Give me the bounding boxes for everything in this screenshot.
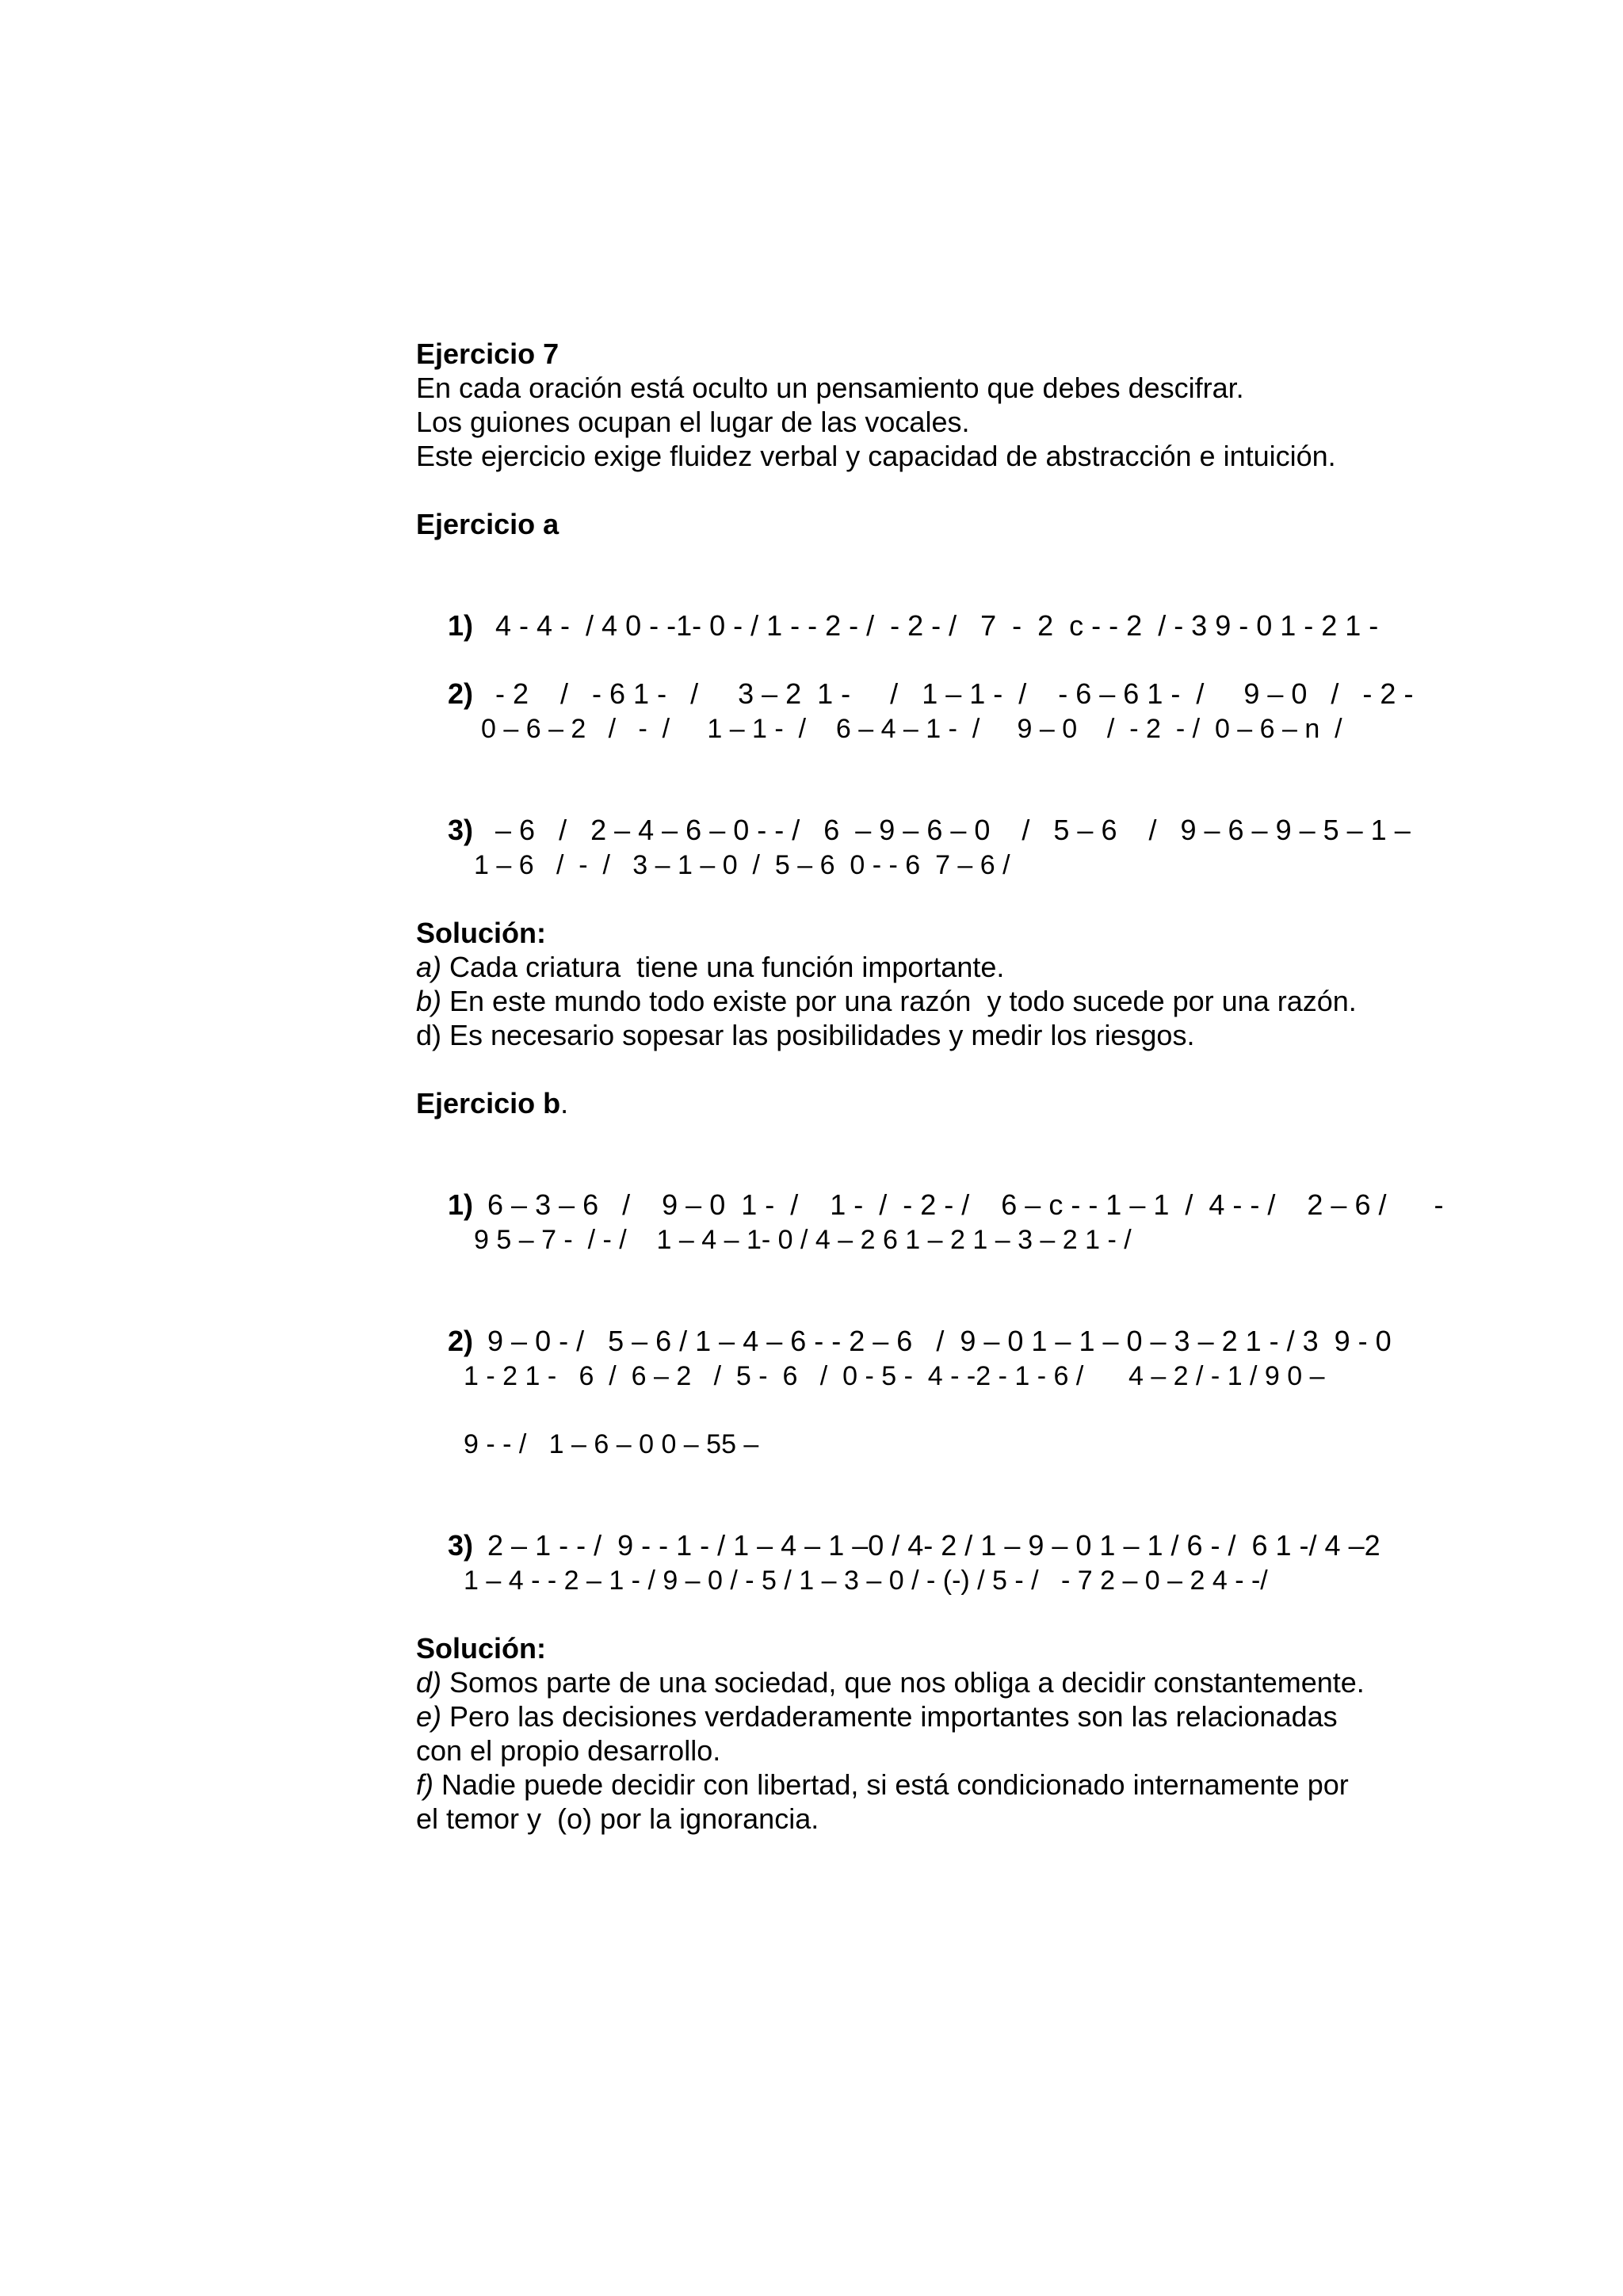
code-line: 6 – 3 – 6 / 9 – 0 1 - / 1 - / - 2 - / 6 – c - - 1 – 1 / 4 - - / 2 – 6 / - — [487, 1188, 1444, 1221]
intro-line: Los guiones ocupan el lugar de las vocales. — [416, 406, 970, 438]
solution-line: con el propio desarrollo. — [416, 1734, 721, 1767]
code-line: 9 5 – 7 - / - / 1 – 4 – 1- 0 / 4 – 2 6 1 – 2 1 – 3 – 2 1 - / — [474, 1225, 1132, 1255]
solution-line: el temor y (o) por la ignorancia. — [416, 1802, 819, 1835]
code-line: – 6 / 2 – 4 – 6 – 0 - - / 6 – 9 – 6 – 0 / 5 – 6 / 9 – 6 – 9 – 5 – 1 – — [495, 814, 1411, 846]
item-number: 1) — [448, 1188, 474, 1221]
section-heading-text: Ejercicio b — [416, 1087, 561, 1119]
solution-letter: b) — [416, 985, 442, 1017]
code-line: 1 - 2 1 - 6 / 6 – 2 / 5 - 6 / 0 - 5 - 4 - -2 - 1 - 6 / 4 – 2 / - 1 / 9 0 – — [464, 1361, 1325, 1391]
solution-letter: e) — [416, 1700, 442, 1733]
solution-letter: f) — [416, 1768, 433, 1801]
solution-letter: a) — [416, 951, 442, 983]
section-heading: Ejercicio a — [416, 508, 559, 540]
solution-text: Nadie puede decidir con libertad, si está condicionado internamente por — [433, 1768, 1349, 1801]
solution-text: d) Es necesario sopesar las posibilidades y medir los riesgos. — [416, 1019, 1195, 1051]
solution-line — [416, 985, 1357, 1018]
solution-text: Pero las decisiones verdaderamente importantes son las relacionadas — [441, 1700, 1338, 1733]
code-line: 2 – 1 - - / 9 - - 1 - / 1 – 4 – 1 –0 / 4- 2 / 1 – 9 – 0 1 – 1 / 6 - / 6 1 -/ 4 –2 — [487, 1529, 1381, 1562]
solution-label: Solución: — [416, 1632, 546, 1665]
intro-line: Este ejercicio exige fluidez verbal y capacidad de abstracción e intuición. — [416, 440, 1336, 472]
solution-line — [416, 1700, 1338, 1733]
section-heading — [416, 1087, 568, 1120]
solution-label: Solución: — [416, 917, 546, 949]
solution-line — [416, 1666, 1365, 1699]
solution-line — [416, 1019, 1194, 1052]
item-number: 2) — [448, 677, 474, 710]
solution-letter: d) — [416, 1666, 442, 1699]
solution-line — [416, 951, 1004, 984]
item-number: 3) — [448, 1529, 474, 1562]
code-line: - 2 / - 6 1 - / 3 – 2 1 - / 1 – 1 - / - 6 – 6 1 - / 9 – 0 / - 2 - — [495, 677, 1414, 710]
code-line: 1 – 6 / - / 3 – 1 – 0 / 5 – 6 0 - - 6 7 – 6 / — [474, 850, 1010, 880]
solution-text: En este mundo todo existe por una razón y todo sucede por una razón. — [441, 985, 1357, 1017]
code-line: 9 – 0 - / 5 – 6 / 1 – 4 – 6 - - 2 – 6 / 9 – 0 1 – 1 – 0 – 3 – 2 1 - / 3 9 - 0 — [487, 1325, 1392, 1357]
item-number: 1) — [448, 609, 474, 642]
solution-text: Somos parte de una sociedad, que nos obliga a decidir constantemente. — [441, 1666, 1365, 1699]
heading-suffix: . — [560, 1087, 569, 1119]
solution-text: Cada criatura tiene una función importante. — [441, 951, 1005, 983]
exercise-title: Ejercicio 7 — [416, 338, 559, 370]
code-line: 4 - 4 - / 4 0 - -1- 0 - / 1 - - 2 - / - 2 - / 7 - 2 c - - 2 / - 3 9 - 0 1 - 2 1 - — [495, 609, 1379, 642]
code-line: 9 - - / 1 – 6 – 0 0 – 55 – — [464, 1429, 759, 1459]
code-line: 0 – 6 – 2 / - / 1 – 1 - / 6 – 4 – 1 - / 9 – 0 / - 2 - / 0 – 6 – n / — [481, 714, 1342, 744]
item-number: 2) — [448, 1325, 474, 1357]
intro-line: En cada oración está oculto un pensamiento que debes descifrar. — [416, 372, 1244, 404]
item-number: 3) — [448, 814, 474, 846]
code-line: 1 – 4 - - 2 – 1 - / 9 – 0 / - 5 / 1 – 3 – 0 / - (-) / 5 - / - 7 2 – 0 – 2 4 - -/ — [464, 1566, 1268, 1596]
solution-line — [416, 1768, 1349, 1802]
